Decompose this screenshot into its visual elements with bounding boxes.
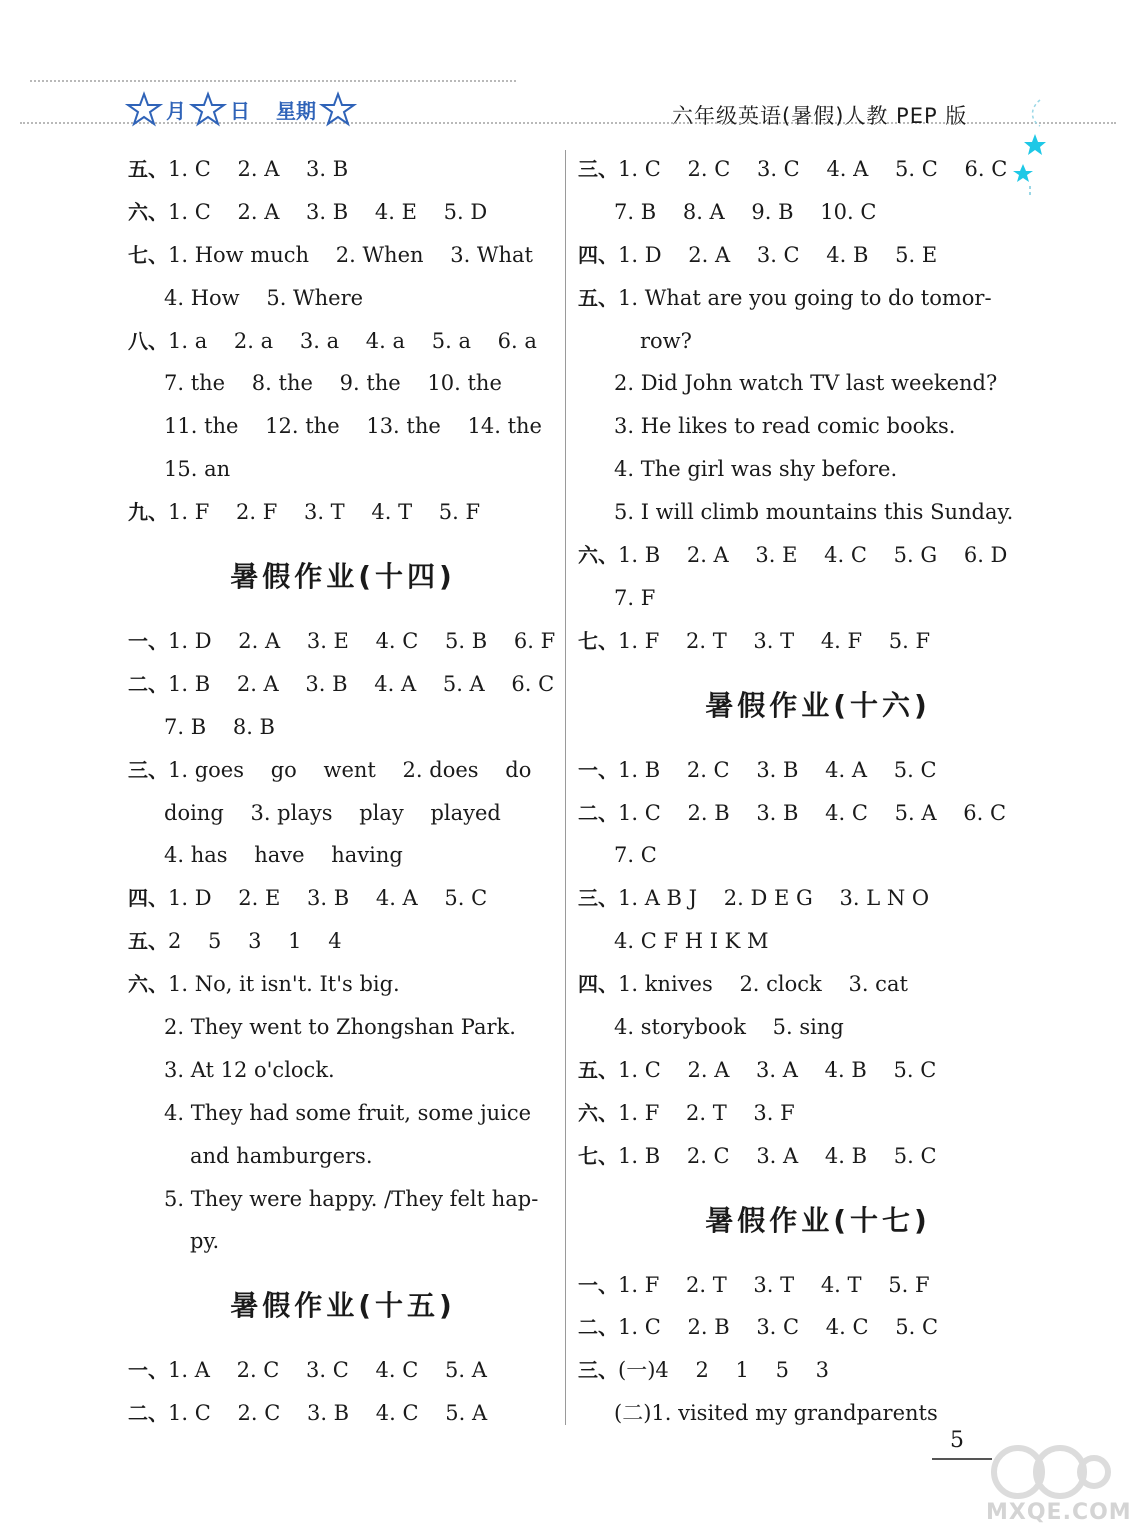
answer-text: row? (640, 328, 692, 353)
question-number: 五、 (128, 929, 168, 954)
answer-text: 1. How much 2. When 3. What (168, 242, 533, 267)
answer-text: 5. I will climb mountains this Sunday. (614, 500, 1014, 525)
answer-row (128, 234, 558, 277)
answer-row (578, 1092, 1058, 1135)
answer-row (128, 620, 558, 663)
answer-text: py. (190, 1229, 220, 1254)
watermark-text: MXQE.COM (986, 1500, 1132, 1525)
question-number: 二、 (578, 800, 618, 825)
answer-row (578, 1349, 1058, 1392)
answer-row (578, 405, 1058, 448)
answer-text: 1. No, it isn't. It's big. (168, 972, 400, 997)
answer-text: 4. has have having (164, 843, 403, 868)
answer-text: and hamburgers. (190, 1143, 373, 1168)
answer-text: 2. Did John watch TV last weekend? (614, 371, 998, 396)
answer-text: 1. knives 2. clock 3. cat (618, 972, 908, 997)
answer-text: 1. goes go went 2. does do (168, 757, 532, 782)
answer-text: (二)1. visited my grandparents (614, 1401, 938, 1426)
answer-row (578, 920, 1058, 963)
answer-text: 1. C 2. B 3. C 4. C 5. C (618, 1315, 939, 1340)
answer-row (128, 706, 558, 749)
page-number-underline (932, 1458, 992, 1460)
answer-text: 5. They were happy. /They felt hap- (164, 1186, 539, 1211)
answer-row (128, 963, 558, 1006)
answer-text: 1. C 2. A 3. A 4. B 5. C (618, 1057, 937, 1082)
page-header (0, 0, 1116, 150)
answer-row (578, 148, 1058, 191)
question-number: 七、 (578, 1143, 618, 1168)
answer-text: 1. F 2. T 3. F (618, 1100, 795, 1125)
answer-text: 7. B 8. A 9. B 10. C (614, 199, 877, 224)
answer-row (578, 1135, 1058, 1178)
answer-row (578, 448, 1058, 491)
answer-row (128, 749, 558, 792)
answer-row (578, 877, 1058, 920)
answer-row (578, 362, 1058, 405)
question-number: 二、 (578, 1315, 618, 1340)
answer-row (578, 620, 1058, 663)
answer-row (578, 1006, 1058, 1049)
question-number: 九、 (128, 500, 168, 525)
answer-text: 3. At 12 o'clock. (164, 1057, 335, 1082)
answer-text: 7. F (614, 585, 656, 610)
answer-row (128, 1135, 558, 1178)
dotted-rule-top (30, 80, 516, 82)
answer-row (128, 663, 558, 706)
question-number: 四、 (128, 886, 168, 911)
question-number: 六、 (128, 972, 168, 997)
answer-text: 1. B 2. A 3. B 4. A 5. A 6. C (168, 671, 555, 696)
weekday-label: 星期 (276, 98, 316, 123)
answer-text: 1. F 2. F 3. T 4. T 5. F (168, 500, 481, 525)
answer-text: 11. the 12. the 13. the 14. the (164, 414, 542, 439)
answer-row (128, 448, 558, 491)
section-heading: 暑假作业(十四) (230, 560, 456, 594)
answer-row (128, 405, 558, 448)
answer-row (128, 1349, 558, 1392)
question-number: 六、 (578, 1100, 618, 1125)
answer-row (578, 1264, 1058, 1307)
answer-row (128, 1220, 558, 1263)
star-icon (320, 92, 356, 126)
answer-row (578, 792, 1058, 835)
answer-text: 1. C 2. A 3. B 4. E 5. D (168, 199, 488, 224)
answer-text: 1. A 2. C 3. C 4. C 5. A (168, 1358, 487, 1383)
answer-text: 1. B 2. C 3. B 4. A 5. C (618, 757, 937, 782)
answer-row (128, 362, 558, 405)
question-number: 三、 (128, 757, 168, 782)
answer-text: 1. C 2. B 3. B 4. C 5. A 6. C (618, 800, 1007, 825)
answer-text: 15. an (164, 457, 231, 482)
answer-row (578, 320, 1058, 363)
answer-row (578, 749, 1058, 792)
question-number: 三、 (578, 1358, 618, 1383)
answer-text: 1. D 2. E 3. B 4. A 5. C (168, 886, 488, 911)
answer-text: 1. What are you going to do tomor- (618, 285, 992, 310)
answer-row (578, 1392, 1058, 1435)
date-stamp (126, 92, 356, 126)
answer-text: 4. How 5. Where (164, 285, 364, 310)
answer-row (128, 834, 558, 877)
answer-row (578, 534, 1058, 577)
answer-text: 1. C 2. A 3. B (168, 157, 349, 181)
answer-row (128, 320, 558, 363)
answer-text: 1. F 2. T 3. T 4. F 5. F (618, 628, 931, 653)
question-number: 五、 (128, 157, 168, 181)
answer-text: 4. They had some fruit, some juice (164, 1100, 532, 1125)
answer-text: 1. B 2. C 3. A 4. B 5. C (618, 1143, 937, 1168)
left-answer-column (128, 148, 558, 1435)
question-number: 七、 (128, 242, 168, 267)
answer-row (128, 1092, 558, 1135)
answer-row (578, 191, 1058, 234)
question-number: 五、 (578, 1057, 618, 1082)
column-divider (565, 150, 566, 1425)
answer-row (578, 1049, 1058, 1092)
answer-text: 7. the 8. the 9. the 10. the (164, 371, 502, 396)
star-icon (190, 92, 226, 126)
answer-row (128, 191, 558, 234)
question-number: 五、 (578, 285, 618, 310)
page-number: 5 (950, 1428, 964, 1453)
answer-row (128, 1178, 558, 1221)
answer-text: 1. C 2. C 3. C 4. A 5. C 6. C (618, 157, 1008, 181)
month-label: 月 (166, 98, 186, 123)
answer-text: doing 3. plays play played (164, 800, 501, 825)
question-number: 四、 (578, 242, 618, 267)
section-heading: 暑假作业(十五) (230, 1289, 456, 1323)
answer-row (128, 148, 558, 191)
question-number: 一、 (128, 629, 168, 654)
answer-row (578, 963, 1058, 1006)
answer-row (578, 834, 1058, 877)
answer-row (128, 491, 558, 534)
answer-row (578, 577, 1058, 620)
answer-text: 1. C 2. C 3. B 4. C 5. A (168, 1401, 488, 1426)
answer-row (128, 1392, 558, 1435)
answer-row (128, 1049, 558, 1092)
question-number: 一、 (578, 757, 618, 782)
answer-row (578, 234, 1058, 277)
question-number: 八、 (128, 328, 168, 353)
answer-text: 4. The girl was shy before. (614, 457, 898, 482)
answer-text: 2. They went to Zhongshan Park. (164, 1015, 516, 1040)
right-answer-column (578, 148, 1058, 1435)
answer-text: (一)4 2 1 5 3 (618, 1358, 829, 1383)
star-icon (126, 92, 162, 126)
question-number: 四、 (578, 972, 618, 997)
answer-text: 1. D 2. A 3. C 4. B 5. E (618, 242, 938, 267)
question-number: 六、 (578, 543, 618, 568)
answer-row (128, 877, 558, 920)
answer-row (578, 491, 1058, 534)
question-number: 二、 (128, 1401, 168, 1426)
question-number: 六、 (128, 199, 168, 224)
question-number: 七、 (578, 628, 618, 653)
answer-text: 7. C (614, 843, 657, 868)
question-number: 一、 (128, 1358, 168, 1383)
answer-text: 1. D 2. A 3. E 4. C 5. B 6. F (168, 629, 556, 654)
answer-row (128, 1006, 558, 1049)
question-number: 三、 (578, 157, 618, 181)
section-heading: 暑假作业(十六) (705, 688, 931, 722)
answer-row (578, 277, 1058, 320)
question-number: 一、 (578, 1272, 618, 1297)
answer-row (128, 920, 558, 963)
book-title: 六年级英语(暑假)人教 PEP 版 (672, 104, 968, 128)
answer-text: 1. F 2. T 3. T 4. T 5. F (618, 1272, 930, 1297)
question-number: 二、 (128, 671, 168, 696)
answer-row (578, 1306, 1058, 1349)
answer-row (128, 277, 558, 320)
day-label: 日 (230, 98, 250, 123)
section-heading: 暑假作业(十七) (705, 1203, 931, 1237)
answer-text: 1. a 2. a 3. a 4. a 5. a 6. a (168, 328, 537, 353)
answer-text: 2 5 3 1 4 (168, 929, 342, 954)
answer-text: 7. B 8. B (164, 714, 275, 739)
answer-text: 1. B 2. A 3. E 4. C 5. G 6. D (618, 543, 1008, 568)
answer-text: 3. He likes to read comic books. (614, 414, 956, 439)
answer-text: 1. A B J 2. D E G 3. L N O (618, 886, 930, 911)
answer-row (128, 792, 558, 835)
question-number: 三、 (578, 886, 618, 911)
answer-text: 4. C F H I K M (614, 929, 769, 954)
answer-text: 4. storybook 5. sing (614, 1015, 844, 1040)
